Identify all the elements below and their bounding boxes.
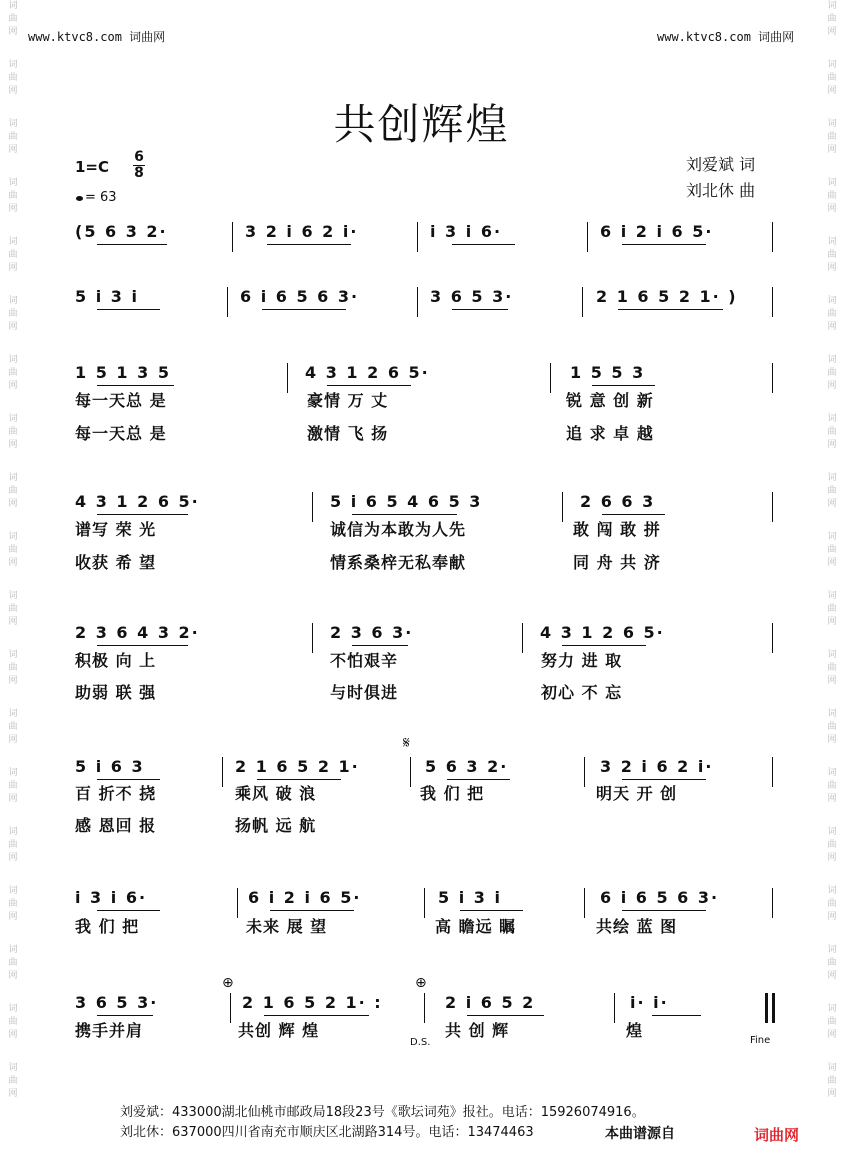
watermark-char: 词 — [8, 1063, 18, 1073]
beam-underline — [618, 309, 723, 310]
score-row — [0, 222, 843, 252]
watermark-char: 曲 — [8, 309, 18, 319]
watermark-char: 曲 — [827, 132, 837, 142]
measure-notes: 6 i 6 5 6 3· — [600, 888, 720, 907]
beam-underline — [467, 1015, 544, 1016]
lyric-text: 诚信为本敢为人先 — [330, 520, 467, 539]
watermark-gap — [2, 334, 24, 354]
lyric-text: 不怕艰辛 — [330, 651, 399, 670]
lyric-text: 高 瞻远 瞩 — [435, 917, 517, 936]
watermark-char: 网 — [8, 558, 18, 568]
bar-line — [312, 623, 313, 653]
watermark-char: 曲 — [827, 14, 837, 24]
segno-mark: 𝄋 — [403, 733, 410, 752]
bar-line — [230, 993, 231, 1023]
watermark-gap — [821, 157, 843, 177]
watermark-char: 词 — [827, 827, 837, 837]
watermark-char: 词 — [8, 178, 18, 188]
bar-line — [772, 888, 773, 918]
measure-notes: 5 6 3 2· — [425, 757, 509, 776]
watermark-char: 网 — [8, 381, 18, 391]
watermark-char: 网 — [8, 735, 18, 745]
measure-notes: 5 i 3 i — [438, 888, 502, 907]
watermark-char: 词 — [827, 60, 837, 70]
measure-notes: 4 3 1 2 6 5· — [305, 363, 430, 382]
watermark-char: 网 — [827, 322, 837, 332]
watermark-char: 词 — [8, 414, 18, 424]
watermark-char: 网 — [8, 794, 18, 804]
watermark-char: 曲 — [827, 486, 837, 496]
beam-underline — [622, 910, 706, 911]
watermark-char: 网 — [8, 853, 18, 863]
watermark-char: 曲 — [8, 250, 18, 260]
bar-line — [772, 287, 773, 317]
watermark-char: 曲 — [827, 1017, 837, 1027]
watermark-char: 曲 — [8, 73, 18, 83]
bar-line — [522, 623, 523, 653]
beam-underline — [97, 910, 160, 911]
lyric-text: 敢 闯 敢 拼 — [573, 520, 661, 539]
measure-notes: 1 5 1 3 5 — [75, 363, 171, 382]
watermark-char: 词 — [827, 119, 837, 129]
lyric-text: 携手并肩 — [75, 1021, 144, 1040]
watermark-char: 曲 — [827, 73, 837, 83]
measure-notes: 4 3 1 2 6 5· — [75, 492, 200, 511]
watermark-char: 词 — [827, 945, 837, 955]
watermark-char: 曲 — [8, 368, 18, 378]
watermark-char: 网 — [8, 676, 18, 686]
watermark-gap — [2, 924, 24, 944]
measure-notes: 2 1 6 5 2 1· : — [242, 993, 383, 1012]
beam-underline — [622, 244, 706, 245]
bar-line — [587, 222, 588, 252]
bar-line — [417, 222, 418, 252]
lyric-text: 未来 展 望 — [246, 917, 328, 936]
lyric-text: 共 创 辉 — [445, 1021, 510, 1040]
watermark-char: 词 — [8, 1, 18, 11]
lyric-text: 收获 希 望 — [75, 553, 157, 572]
lyric-text: 明天 开 创 — [596, 784, 678, 803]
beam-underline — [267, 244, 351, 245]
watermark-char: 网 — [8, 27, 18, 37]
beam-underline — [562, 645, 646, 646]
lyric-text: 百 折不 挠 — [75, 784, 157, 803]
watermark-char: 曲 — [827, 545, 837, 555]
lyricist-credit: 刘爱斌 词 — [686, 155, 756, 174]
watermark-char: 词 — [827, 1004, 837, 1014]
beam-underline — [622, 779, 706, 780]
bar-line — [772, 623, 773, 653]
measure-notes: 2 i 6 5 2 — [445, 993, 536, 1012]
beam-underline — [327, 385, 411, 386]
watermark-char: 曲 — [827, 250, 837, 260]
watermark-char: 词 — [827, 1063, 837, 1073]
watermark-char: 词 — [8, 355, 18, 365]
watermark-char: 网 — [827, 558, 837, 568]
watermark-char: 网 — [827, 440, 837, 450]
beam-underline — [352, 514, 457, 515]
lyric-text: 积极 向 上 — [75, 651, 157, 670]
lyricist-contact: 刘爱斌：433000湖北仙桃市邮政局18段23号《歌坛词苑》报社。电话：15926074916。 — [120, 1105, 645, 1120]
watermark-char: 曲 — [8, 840, 18, 850]
watermark-char: 词 — [8, 709, 18, 719]
lyric-text: 每一天总 是 — [75, 424, 167, 443]
quarter-note-icon — [76, 196, 83, 201]
beam-underline — [460, 910, 523, 911]
lyric-text: 同 舟 共 济 — [573, 553, 661, 572]
lyric-text: 共绘 蓝 图 — [596, 917, 678, 936]
watermark-char: 曲 — [8, 427, 18, 437]
watermark-char: 网 — [827, 735, 837, 745]
watermark-gap — [2, 393, 24, 413]
watermark-char: 词 — [827, 650, 837, 660]
bar-line — [417, 287, 418, 317]
lyric-text: 努力 进 取 — [541, 651, 623, 670]
measure-notes: 6 i 6 5 6 3· — [240, 287, 360, 306]
watermark-gap — [821, 1101, 843, 1121]
measure-notes: 3 2 i 6 2 i· — [600, 757, 714, 776]
watermark-char: 网 — [8, 617, 18, 627]
coda-mark-2: ⊕ — [415, 975, 427, 991]
watermark-char: 网 — [8, 86, 18, 96]
beam-underline — [97, 1015, 153, 1016]
watermark-char: 网 — [8, 971, 18, 981]
watermark-char: 曲 — [827, 840, 837, 850]
measure-notes: 2 3 6 4 3 2· — [75, 623, 200, 642]
lyric-text: 扬帆 远 航 — [235, 816, 317, 835]
bar-line — [772, 993, 777, 1023]
watermark-gap — [2, 865, 24, 885]
watermark-char: 词 — [827, 1, 837, 11]
beam-underline — [97, 645, 188, 646]
watermark-gap — [821, 393, 843, 413]
watermark-char: 曲 — [8, 899, 18, 909]
watermark-char: 网 — [8, 912, 18, 922]
measure-notes: 6 i 2 i 6 5· — [600, 222, 714, 241]
watermark-char: 词 — [8, 296, 18, 306]
watermark-char: 网 — [827, 204, 837, 214]
beam-underline — [264, 1015, 369, 1016]
watermark-char: 词 — [827, 532, 837, 542]
watermark-gap — [821, 688, 843, 708]
watermark-char: 曲 — [8, 191, 18, 201]
lyric-text: 共创 辉 煌 — [238, 1021, 320, 1040]
watermark-char: 词 — [827, 355, 837, 365]
watermark-char: 曲 — [8, 1076, 18, 1086]
bar-line — [312, 492, 313, 522]
watermark-char: 词 — [827, 886, 837, 896]
time-signature-top: 6 — [134, 149, 144, 165]
lyric-text: 感 恩回 报 — [75, 816, 157, 835]
watermark-char: 曲 — [827, 781, 837, 791]
watermark-char: 网 — [827, 853, 837, 863]
watermark-gap — [821, 452, 843, 472]
watermark-char: 曲 — [8, 604, 18, 614]
measure-notes: 1 5 5 3 — [570, 363, 646, 382]
watermark-char: 词 — [827, 296, 837, 306]
coda-mark-1: ⊕ — [222, 975, 234, 991]
watermark-char: 网 — [827, 86, 837, 96]
measure-notes: 3 6 5 3· — [75, 993, 159, 1012]
watermark-char: 网 — [8, 440, 18, 450]
beam-underline — [97, 385, 174, 386]
watermark-char: 曲 — [827, 899, 837, 909]
watermark-char: 曲 — [8, 132, 18, 142]
lyric-text: 情系桑梓无私奉献 — [330, 553, 467, 572]
watermark-char: 词 — [827, 591, 837, 601]
watermark-char: 曲 — [827, 309, 837, 319]
watermark-gap — [821, 570, 843, 590]
watermark-gap — [2, 570, 24, 590]
watermark-char: 网 — [8, 499, 18, 509]
score-row — [0, 287, 843, 317]
watermark-char: 网 — [8, 1030, 18, 1040]
beam-underline — [97, 514, 188, 515]
watermark-gap — [821, 865, 843, 885]
beam-underline — [352, 645, 408, 646]
watermark-gap — [821, 39, 843, 59]
beam-underline — [447, 779, 510, 780]
bar-line — [410, 757, 411, 787]
watermark-char: 网 — [8, 145, 18, 155]
time-signature — [133, 150, 145, 181]
watermark-gap — [2, 806, 24, 826]
beam-underline — [97, 779, 160, 780]
composer-contact: 刘北休：637000四川省南充市顺庆区北湖路314号。电话：13474463 — [120, 1125, 534, 1140]
watermark-char: 曲 — [827, 368, 837, 378]
watermark-gap — [2, 688, 24, 708]
time-signature-bottom: 8 — [134, 165, 144, 181]
lyric-text: 锐 意 创 新 — [566, 391, 654, 410]
watermark-char: 词 — [827, 473, 837, 483]
watermark-char: 曲 — [827, 604, 837, 614]
watermark-char: 网 — [8, 204, 18, 214]
beam-underline — [452, 309, 508, 310]
source-label: 本曲谱源自 — [605, 1126, 675, 1142]
beam-underline — [270, 910, 354, 911]
measure-notes: i· i· — [630, 993, 669, 1012]
watermark-gap — [821, 806, 843, 826]
site-url-right[interactable]: www.ktvc8.com 词曲网 — [657, 30, 795, 44]
lyric-text: 我 们 把 — [420, 784, 485, 803]
watermark-char: 网 — [827, 263, 837, 273]
watermark-char: 词 — [8, 532, 18, 542]
bar-line — [584, 888, 585, 918]
watermark-char: 曲 — [8, 722, 18, 732]
watermark-char: 网 — [827, 912, 837, 922]
measure-notes: i 3 i 6· — [75, 888, 148, 907]
bar-line — [550, 363, 551, 393]
watermark-char: 网 — [827, 1089, 837, 1099]
watermark-char: 曲 — [8, 958, 18, 968]
watermark-gap — [2, 452, 24, 472]
measure-notes: 3 6 5 3· — [430, 287, 514, 306]
measure-notes: 3 2 i 6 2 i· — [245, 222, 359, 241]
lyric-text: 与时俱进 — [330, 683, 399, 702]
measure-notes: 2 6 6 3 — [580, 492, 656, 511]
composer-credit: 刘北休 曲 — [686, 181, 756, 200]
watermark-char: 网 — [827, 27, 837, 37]
beam-underline — [262, 309, 346, 310]
watermark-char: 网 — [827, 617, 837, 627]
watermark-char: 词 — [8, 886, 18, 896]
site-url-left[interactable]: www.ktvc8.com 词曲网 — [28, 30, 166, 44]
watermark-char: 曲 — [827, 1076, 837, 1086]
watermark-char: 网 — [827, 381, 837, 391]
watermark-char: 网 — [8, 1089, 18, 1099]
watermark-char: 词 — [827, 414, 837, 424]
beam-underline — [602, 514, 665, 515]
lyric-text: 煌 — [626, 1021, 644, 1040]
beam-underline — [97, 309, 160, 310]
fine-mark: Fine — [750, 1035, 771, 1046]
beam-underline — [652, 1015, 701, 1016]
watermark-char: 网 — [827, 794, 837, 804]
bar-line — [562, 492, 563, 522]
beam-underline — [257, 779, 341, 780]
bar-line — [424, 993, 425, 1023]
watermark-char: 网 — [827, 499, 837, 509]
bar-line — [222, 757, 223, 787]
watermark-char: 曲 — [8, 545, 18, 555]
watermark-char: 词 — [8, 60, 18, 70]
watermark-gap — [821, 334, 843, 354]
watermark-char: 词 — [8, 650, 18, 660]
watermark-char: 词 — [8, 119, 18, 129]
watermark-gap — [2, 157, 24, 177]
beam-underline — [97, 244, 167, 245]
lyric-text: 谱写 荣 光 — [75, 520, 157, 539]
watermark-char: 网 — [827, 145, 837, 155]
lyric-text: 助弱 联 强 — [75, 683, 157, 702]
watermark-char: 网 — [8, 322, 18, 332]
measure-notes: 5 i 6 5 4 6 5 3 — [330, 492, 483, 511]
measure-notes: i 3 i 6· — [430, 222, 503, 241]
watermark-char: 曲 — [8, 663, 18, 673]
watermark-char: 词 — [8, 1004, 18, 1014]
lyric-text: 我 们 把 — [75, 917, 140, 936]
watermark-char: 曲 — [827, 191, 837, 201]
lyric-text: 追 求 卓 越 — [566, 424, 654, 443]
watermark-char: 曲 — [827, 958, 837, 968]
lyric-text: 激情 飞 扬 — [307, 424, 389, 443]
measure-notes: 5 i 3 i — [75, 287, 139, 306]
lyric-text: 豪情 万 丈 — [307, 391, 389, 410]
watermark-char: 词 — [827, 178, 837, 188]
watermark-char: 曲 — [827, 663, 837, 673]
beam-underline — [452, 244, 515, 245]
ds-mark: D.S. — [410, 1037, 431, 1048]
measure-notes: 6 i 2 i 6 5· — [248, 888, 362, 907]
watermark-char: 词 — [8, 591, 18, 601]
bar-line — [772, 363, 773, 393]
lyric-text: 初心 不 忘 — [541, 683, 623, 702]
watermark-char: 词 — [8, 237, 18, 247]
watermark-gap — [821, 924, 843, 944]
watermark-char: 词 — [8, 473, 18, 483]
bar-line — [584, 757, 585, 787]
key-signature: 1=C — [75, 158, 110, 176]
measure-notes: 5 i 6 3 — [75, 757, 145, 776]
bar-line — [765, 993, 770, 1023]
bar-line — [614, 993, 615, 1023]
watermark-gap — [2, 1101, 24, 1121]
watermark-char: 词 — [827, 709, 837, 719]
watermark-char: 词 — [827, 237, 837, 247]
watermark-char: 曲 — [8, 486, 18, 496]
watermark-char: 网 — [827, 971, 837, 981]
watermark-gap — [2, 1042, 24, 1062]
watermark-char: 曲 — [827, 427, 837, 437]
bar-line — [227, 287, 228, 317]
site-logo[interactable]: 词曲网 — [754, 1126, 800, 1144]
watermark-char: 网 — [8, 263, 18, 273]
bar-line — [237, 888, 238, 918]
watermark-gap — [2, 39, 24, 59]
watermark-char: 曲 — [8, 14, 18, 24]
watermark-char: 词 — [8, 768, 18, 778]
watermark-char: 词 — [8, 827, 18, 837]
tempo-value: = 63 — [85, 190, 117, 205]
lyric-text: 乘风 破 浪 — [235, 784, 317, 803]
measure-notes: 2 3 6 3· — [330, 623, 414, 642]
watermark-char: 词 — [827, 768, 837, 778]
watermark-gap — [821, 1042, 843, 1062]
lyric-text: 每一天总 是 — [75, 391, 167, 410]
tempo-marking — [76, 190, 117, 205]
bar-line — [424, 888, 425, 918]
measure-notes: 2 1 6 5 2 1· — [235, 757, 360, 776]
watermark-char: 词 — [8, 945, 18, 955]
bar-line — [582, 287, 583, 317]
measure-notes: 2 1 6 5 2 1· ) — [596, 287, 738, 306]
watermark-char: 网 — [827, 1030, 837, 1040]
measure-notes: (5 6 3 2· — [75, 222, 168, 241]
bar-line — [772, 492, 773, 522]
measure-notes: 4 3 1 2 6 5· — [540, 623, 665, 642]
watermark-char: 网 — [827, 676, 837, 686]
song-title: 共创辉煌 — [333, 100, 510, 149]
beam-underline — [592, 385, 655, 386]
bar-line — [232, 222, 233, 252]
bar-line — [772, 757, 773, 787]
watermark-char: 曲 — [8, 781, 18, 791]
watermark-char: 曲 — [8, 1017, 18, 1027]
bar-line — [772, 222, 773, 252]
watermark-char: 曲 — [827, 722, 837, 732]
bar-line — [287, 363, 288, 393]
